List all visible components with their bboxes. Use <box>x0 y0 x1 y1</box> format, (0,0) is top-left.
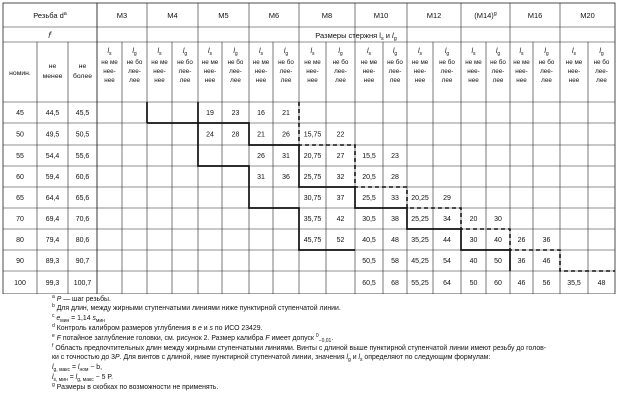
lg-max-label: лее <box>389 77 401 84</box>
lg-max-label: лее <box>596 77 607 84</box>
cell-value: 31 <box>257 174 265 181</box>
ls-min-label: нее- <box>203 68 217 75</box>
lg-max-label: лее <box>541 77 552 84</box>
ls-min-label: нее <box>104 77 115 84</box>
cell-value: 58 <box>391 258 399 265</box>
max-length: 50,5 <box>75 131 90 139</box>
ls-min-label: не ме <box>201 59 219 66</box>
nominal-length: 90 <box>16 258 24 265</box>
lg-max-label: не бо <box>439 59 455 66</box>
ls-min-label: нее <box>307 77 318 84</box>
shank-sizes-label: Размеры стержня $l_s$ и $l_g$ <box>315 31 397 42</box>
cell-value: 35,75 <box>303 216 322 223</box>
cell-value: 52 <box>336 237 345 244</box>
footnote-b: $^b$ Для длин, между жирными ступенчатыми линиями ниже пунктирной ступенчатой линии. <box>52 303 341 312</box>
cell-value: 30 <box>469 237 478 244</box>
min-length: 99,3 <box>45 280 60 287</box>
ls-min-label: нее <box>363 77 375 84</box>
lg-symbol: $l_g$ <box>338 48 343 57</box>
cell-value: 16 <box>257 110 265 117</box>
ls-symbol: $l_s$ <box>207 48 213 57</box>
nominal-length: 70 <box>16 216 24 223</box>
length-label: $l^f$ <box>48 31 52 40</box>
cell-value: 45,25 <box>411 258 429 265</box>
cell-value: 42 <box>336 216 345 223</box>
cell-value: 21 <box>282 110 290 117</box>
nominal-length: 55 <box>16 153 24 160</box>
cell-value: 55,25 <box>411 280 429 287</box>
ls-min-label: не ме <box>360 59 378 66</box>
cell-value: 40 <box>469 258 478 265</box>
size-label: M8 <box>321 11 333 20</box>
ls-min-label: нее- <box>362 68 376 75</box>
cell-value: 50 <box>469 280 478 287</box>
max-header: не <box>78 63 87 70</box>
ls-min-label: нее- <box>254 68 268 75</box>
cell-value: 48 <box>597 280 606 287</box>
cell-value: 36 <box>517 258 526 265</box>
cell-value: 28 <box>231 131 240 139</box>
min-length: 49,5 <box>45 131 60 139</box>
min-length: 59,4 <box>45 174 60 181</box>
lg-max-label: лее- <box>388 68 402 75</box>
min-length: 54,4 <box>45 153 60 160</box>
lg-max-label: не бо <box>278 59 294 66</box>
cell-value: 38 <box>391 216 399 223</box>
ls-symbol: $l_s$ <box>310 48 315 57</box>
lg-max-label: лее- <box>540 68 553 75</box>
ls-symbol: $l_s$ <box>157 48 162 57</box>
cell-value: 19 <box>206 110 214 117</box>
cell-value: 20,5 <box>362 174 376 181</box>
ls-min-label: нее <box>516 77 527 84</box>
ls-symbol: $l_s$ <box>471 48 476 57</box>
lg-symbol: $l_g$ <box>233 48 238 57</box>
cell-value: 36 <box>542 237 551 244</box>
lg-max-label: не бо <box>177 59 193 66</box>
cell-value: 31 <box>282 153 290 160</box>
nominal-length: 60 <box>16 174 24 181</box>
lg-max-label: не бо <box>593 59 610 66</box>
ls-symbol: $l_s$ <box>417 48 423 57</box>
lg-symbol: $l_g$ <box>283 48 289 57</box>
cell-value: 20 <box>469 216 478 223</box>
lg-max-label: лее <box>129 77 140 84</box>
size-label: M16 <box>527 11 543 20</box>
lg-max-label: лее- <box>229 68 242 75</box>
lg-max-label: лее <box>179 77 191 84</box>
lg-max-label: не бо <box>332 59 349 66</box>
cell-value: 50,5 <box>362 258 376 265</box>
min-header: не <box>48 63 57 70</box>
footnote-f-line1: $^f$ Область предпочтительных длин между жирными ступенчатыми линиями. Винты с длиной выше пунктирной ступенчатой линии имеют резьбу до голов- <box>52 343 547 352</box>
size-label: M20 <box>580 11 595 20</box>
lg-symbol: $l_g$ <box>599 48 604 57</box>
lg-max-label: лее- <box>334 68 347 75</box>
ls-symbol: $l_s$ <box>107 48 112 57</box>
cell-value: 33 <box>391 195 399 202</box>
cell-value: 26 <box>257 153 265 160</box>
nominal-length: 100 <box>14 280 26 287</box>
cell-value: 26 <box>517 237 526 244</box>
min-length: 69,4 <box>45 216 60 223</box>
ls-min-label: нее- <box>567 68 581 75</box>
cell-value: 40 <box>494 237 502 244</box>
max-length: 80,6 <box>75 237 90 244</box>
min-length: 89,3 <box>45 258 60 265</box>
min-length: 64,4 <box>45 195 60 202</box>
footnote-d: $^d$ Контроль калибром размеров углубления в e и s по ИСО 23429. <box>52 323 263 332</box>
size-label: M3 <box>116 11 128 20</box>
formula-ls-min: $l_{s, мин} = l_{g, макс} - 5$ P. <box>52 374 113 383</box>
nominal-length: 65 <box>16 195 24 202</box>
max-header: более <box>72 73 93 80</box>
cell-value: 37 <box>336 195 345 202</box>
max-length: 45,5 <box>75 110 90 117</box>
lg-max-label: лее <box>230 77 241 84</box>
ls-min-label: нее- <box>467 68 480 75</box>
cell-value: 34 <box>443 216 451 223</box>
ls-min-label: не ме <box>151 59 168 66</box>
ls-min-label: не ме <box>252 59 270 66</box>
lg-max-label: лее- <box>440 68 454 75</box>
footnote-e: $^e$ F потайное заглубление головки, см. рисунок 2. Размер калибра F имеет допуск $^0_{-0,01}$. <box>52 333 334 344</box>
lg-max-label: не бо <box>227 59 244 66</box>
cell-value: 20,25 <box>411 195 429 202</box>
size-label: M6 <box>268 11 280 20</box>
cell-value: 45,75 <box>303 237 322 244</box>
cell-value: 21 <box>257 131 265 139</box>
lg-max-label: лее <box>441 77 453 84</box>
size-label: M10 <box>373 11 389 20</box>
ls-min-label: нее- <box>413 68 427 75</box>
lg-symbol: $l_g$ <box>132 48 137 57</box>
ls-min-label: нее- <box>103 68 116 75</box>
ls-min-label: нее- <box>153 68 166 75</box>
cell-value: 25,75 <box>303 174 322 181</box>
cell-value: 35,25 <box>411 237 429 244</box>
max-length: 60,6 <box>75 174 90 181</box>
cell-value: 23 <box>231 110 240 117</box>
ls-min-label: нее <box>204 77 216 84</box>
ls-min-label: нее <box>154 77 165 84</box>
cell-value: 25,25 <box>411 216 429 223</box>
size-label: $(M14)^g$ <box>474 11 497 20</box>
nominal-length: 45 <box>16 110 24 117</box>
formula-lg-max: $l_{g, макс} = l_{ном} - b$, <box>52 364 103 373</box>
min-length: 44,5 <box>45 110 60 117</box>
ls-min-label: не ме <box>101 59 118 66</box>
cell-value: 32 <box>336 174 345 181</box>
ls-min-label: нее <box>255 77 267 84</box>
ls-min-label: не ме <box>565 59 583 66</box>
max-length: 65,6 <box>75 195 90 202</box>
max-length: 90,7 <box>75 258 90 265</box>
ls-min-label: не ме <box>513 59 530 66</box>
cell-value: 46 <box>517 280 526 287</box>
nominal-length: 50 <box>16 131 24 139</box>
cell-value: 48 <box>391 237 399 244</box>
cell-value: 56 <box>542 280 551 287</box>
lg-max-label: лее <box>492 77 504 84</box>
min-length: 79,4 <box>45 237 60 244</box>
cell-value: 50 <box>494 258 502 265</box>
lg-max-label: лее <box>335 77 346 84</box>
footnote-g: $^g$ Размеры в скобках по возможности не применять. <box>52 382 219 391</box>
ls-min-label: нее <box>414 77 426 84</box>
lg-max-label: лее- <box>595 68 608 75</box>
footnote-c: $^c$ $e_{мин} = 1,14$ $s_{мин}$ <box>52 313 105 324</box>
nominal-header: номин. <box>9 70 31 77</box>
lg-max-label: не бо <box>387 59 403 66</box>
footnote-a: $^a$ P — шаг резьбы. <box>52 294 111 303</box>
ls-min-label: нее- <box>306 68 319 75</box>
max-length: 70,6 <box>75 216 90 223</box>
cell-value: 26 <box>282 131 290 139</box>
ls-symbol: $l_s$ <box>258 48 264 57</box>
thread-label: Резьба $d^a$ <box>33 11 67 20</box>
cell-value: 22 <box>336 131 345 139</box>
lg-max-label: лее <box>280 77 292 84</box>
ls-min-label: нее <box>568 77 580 84</box>
cell-value: 24 <box>206 131 214 139</box>
lg-max-label: лее- <box>491 68 505 75</box>
max-length: 55,6 <box>75 153 90 160</box>
cell-value: 35,5 <box>567 280 581 287</box>
nominal-length: 80 <box>16 237 24 244</box>
ls-min-label: нее- <box>515 68 528 75</box>
cell-value: 27 <box>336 153 345 160</box>
cell-value: 29 <box>443 195 451 202</box>
ls-min-label: нее <box>468 77 479 84</box>
lg-symbol: $l_g$ <box>495 48 501 57</box>
lg-max-label: не бо <box>126 59 143 66</box>
cell-value: 54 <box>443 258 451 265</box>
cell-value: 30 <box>494 216 502 223</box>
lg-symbol: $l_g$ <box>182 48 188 57</box>
lg-symbol: $l_g$ <box>392 48 398 57</box>
cell-value: 20,75 <box>303 153 322 160</box>
size-label: M4 <box>167 11 178 20</box>
size-label: M5 <box>218 11 229 20</box>
cell-value: 15,75 <box>303 131 322 139</box>
cell-value: 40,5 <box>362 237 376 244</box>
lg-max-label: лее- <box>178 68 192 75</box>
ls-min-label: не ме <box>411 59 429 66</box>
ls-min-label: не ме <box>304 59 321 66</box>
lg-symbol: $l_g$ <box>544 48 549 57</box>
cell-value: 64 <box>443 280 451 287</box>
lg-max-label: не бо <box>538 59 555 66</box>
cell-value: 25,5 <box>362 195 376 202</box>
size-label: M12 <box>426 11 442 20</box>
cell-value: 60,5 <box>362 280 376 287</box>
cell-value: 30,5 <box>362 216 376 223</box>
cell-value: 30,75 <box>303 195 322 202</box>
cell-value: 68 <box>391 280 399 287</box>
cell-value: 28 <box>391 174 399 181</box>
lg-max-label: лее- <box>128 68 141 75</box>
cell-value: 36 <box>282 174 290 181</box>
ls-symbol: $l_s$ <box>519 48 524 57</box>
ls-symbol: $l_s$ <box>571 48 577 57</box>
lg-max-label: не бо <box>490 59 506 66</box>
cell-value: 46 <box>542 258 551 265</box>
ls-symbol: $l_s$ <box>366 48 372 57</box>
cell-value: 15,5 <box>362 153 376 160</box>
min-header: менее <box>42 73 63 80</box>
cell-value: 60 <box>494 280 502 287</box>
lg-max-label: лее- <box>279 68 293 75</box>
footnote-f-line2: ки с точностью до 3P. Для винтов с длиной, ниже пунктирной ступенчатой линии, значения $l_g$ и $l_s$ определяют по следующим формулам: <box>52 354 491 363</box>
ls-min-label: не ме <box>465 59 482 66</box>
max-length: 100,7 <box>73 280 92 287</box>
cell-value: 44 <box>443 237 451 244</box>
bold-step-line-upper <box>198 102 510 271</box>
lg-symbol: $l_g$ <box>444 48 450 57</box>
cell-value: 23 <box>391 153 399 160</box>
